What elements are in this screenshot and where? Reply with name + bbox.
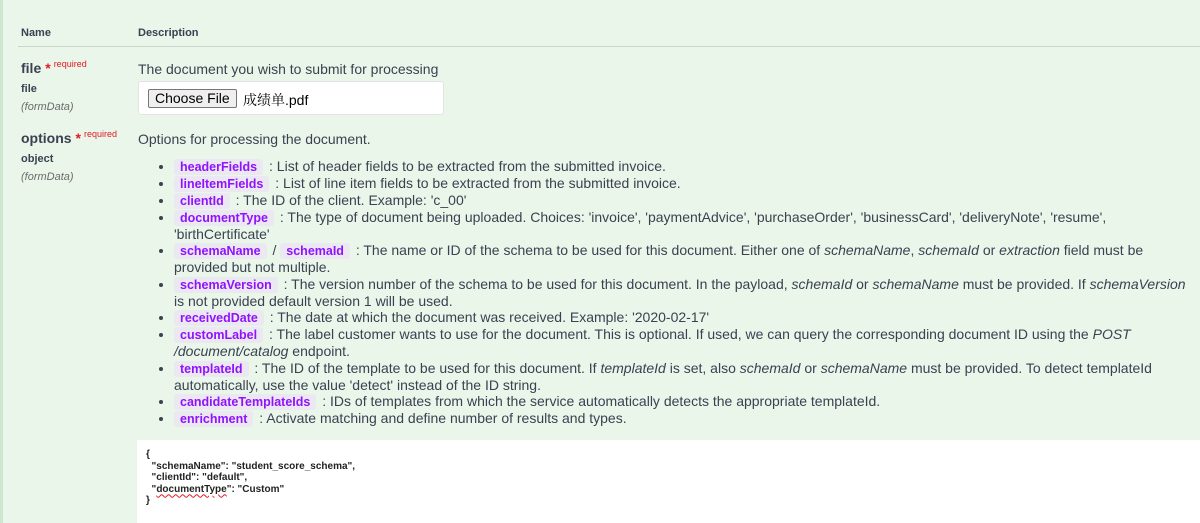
- json-line: [146, 484, 1191, 496]
- field-description: : IDs of templates from which the service automatically detects the appropriate templateId.: [322, 393, 881, 410]
- json-line: {: [146, 449, 150, 460]
- list-item: [174, 360, 1194, 393]
- param-type: file: [21, 83, 37, 95]
- field-code: headerFields: [174, 159, 263, 175]
- json-line: "clientId": "default",: [146, 472, 248, 483]
- param-file-description: The document you wish to submit for processing: [138, 61, 439, 77]
- field-code: customLabel: [174, 327, 263, 343]
- list-item: [174, 209, 1194, 242]
- emphasis: schemaVersion: [1089, 275, 1186, 292]
- file-input[interactable]: [138, 81, 444, 115]
- field-description: is not provided default version 1 will be used.: [174, 292, 453, 309]
- list-item: [174, 309, 1194, 326]
- json-text: ": [146, 483, 157, 495]
- field-description: or: [978, 242, 1000, 259]
- emphasis: schemaName: [824, 242, 911, 259]
- emphasis: POST /document/catalog: [174, 326, 1131, 360]
- spellcheck-word: documentType: [156, 483, 227, 495]
- separator: /: [272, 242, 277, 259]
- field-code: documentType: [174, 210, 274, 226]
- list-item: [174, 192, 1194, 209]
- list-item: [174, 326, 1194, 359]
- emphasis: schemaId: [791, 275, 853, 292]
- param-file: [21, 60, 87, 113]
- param-options: [21, 130, 117, 183]
- emphasis: templateId: [600, 359, 666, 376]
- field-description: ,: [910, 242, 919, 259]
- required-star: *: [45, 60, 51, 76]
- required-label: required: [84, 129, 118, 139]
- field-code: schemaVersion: [174, 277, 278, 293]
- emphasis: schemaName: [820, 359, 908, 376]
- field-description: must be provided. To detect templateId automatically, use the value 'detect' instead of the ID string.: [174, 359, 1152, 393]
- field-description: field must be provided but not multiple.: [174, 242, 1144, 276]
- field-code: clientId: [174, 193, 230, 209]
- field-description: must be provided. If: [958, 275, 1090, 292]
- field-code: templateId: [174, 361, 249, 377]
- json-line: }: [146, 495, 150, 506]
- field-description: or: [800, 359, 821, 376]
- list-item: [174, 410, 1194, 427]
- field-description: : The name or ID of the schema to be used for this document. Either one of: [355, 242, 825, 259]
- field-description: : The label customer wants to use for the document. This is optional. If used, we can query the corresponding document ID using the: [269, 326, 1093, 343]
- header-divider: [18, 46, 1200, 47]
- json-text: ": "Custom": [226, 483, 285, 495]
- selected-file-name: 成绩单.pdf: [243, 92, 309, 108]
- param-options-description: Options for processing the document.: [138, 131, 371, 147]
- field-code: lineItemFields: [174, 176, 269, 192]
- field-code: candidateTemplateIds: [174, 394, 316, 410]
- list-item: [174, 158, 1194, 175]
- field-description: : List of line item fields to be extracted from the submitted invoice.: [275, 175, 681, 191]
- emphasis: extraction: [999, 242, 1060, 259]
- emphasis: schemaId: [739, 359, 801, 376]
- field-code: enrichment: [174, 411, 253, 427]
- emphasis: schemaId: [918, 242, 979, 259]
- json-line: "schemaName": "student_score_schema",: [146, 460, 356, 472]
- choose-file-button[interactable]: Choose File: [148, 89, 237, 108]
- list-item: [174, 242, 1194, 275]
- field-description: : The ID of the template to be used for this document. If: [254, 359, 601, 376]
- field-description: : The ID of the client. Example: 'c_00': [235, 192, 467, 208]
- field-description: : Activate matching and define number of results and types.: [259, 410, 627, 427]
- required-star: *: [75, 130, 81, 146]
- param-location: (formData): [21, 171, 74, 183]
- field-code: receivedDate: [174, 310, 264, 326]
- param-location: (formData): [21, 101, 74, 113]
- options-json-textarea[interactable]: [137, 440, 1200, 523]
- param-name: options: [21, 130, 72, 146]
- field-description: : The type of document being uploaded. Choices: 'invoice', 'paymentAdvice', 'purchaseOrder', 'businessCard', 'deliveryNote', 'resume', 'birthCertificate': [174, 209, 1107, 242]
- param-type: object: [21, 153, 54, 165]
- field-description: endpoint.: [288, 343, 350, 360]
- field-description: : List of header fields to be extracted from the submitted invoice.: [269, 158, 666, 174]
- list-item: [174, 276, 1194, 309]
- param-name: file: [21, 60, 42, 76]
- field-description: : The version number of the schema to be used for this document. In the payload,: [283, 275, 792, 292]
- field-description: : The date at which the document was received. Example: '2020-02-17': [269, 309, 710, 326]
- left-border: [0, 0, 3, 523]
- field-code: schemaId: [280, 243, 350, 259]
- options-field-list: [156, 158, 1194, 427]
- column-header-name: Name: [21, 27, 51, 39]
- list-item: [174, 393, 1194, 410]
- required-label: required: [53, 59, 87, 69]
- field-description: is set, also: [665, 359, 740, 376]
- field-code: schemaName: [174, 243, 267, 259]
- list-item: [174, 175, 1194, 192]
- emphasis: schemaName: [872, 275, 959, 292]
- column-header-description: Description: [138, 27, 199, 39]
- field-description: or: [852, 275, 873, 292]
